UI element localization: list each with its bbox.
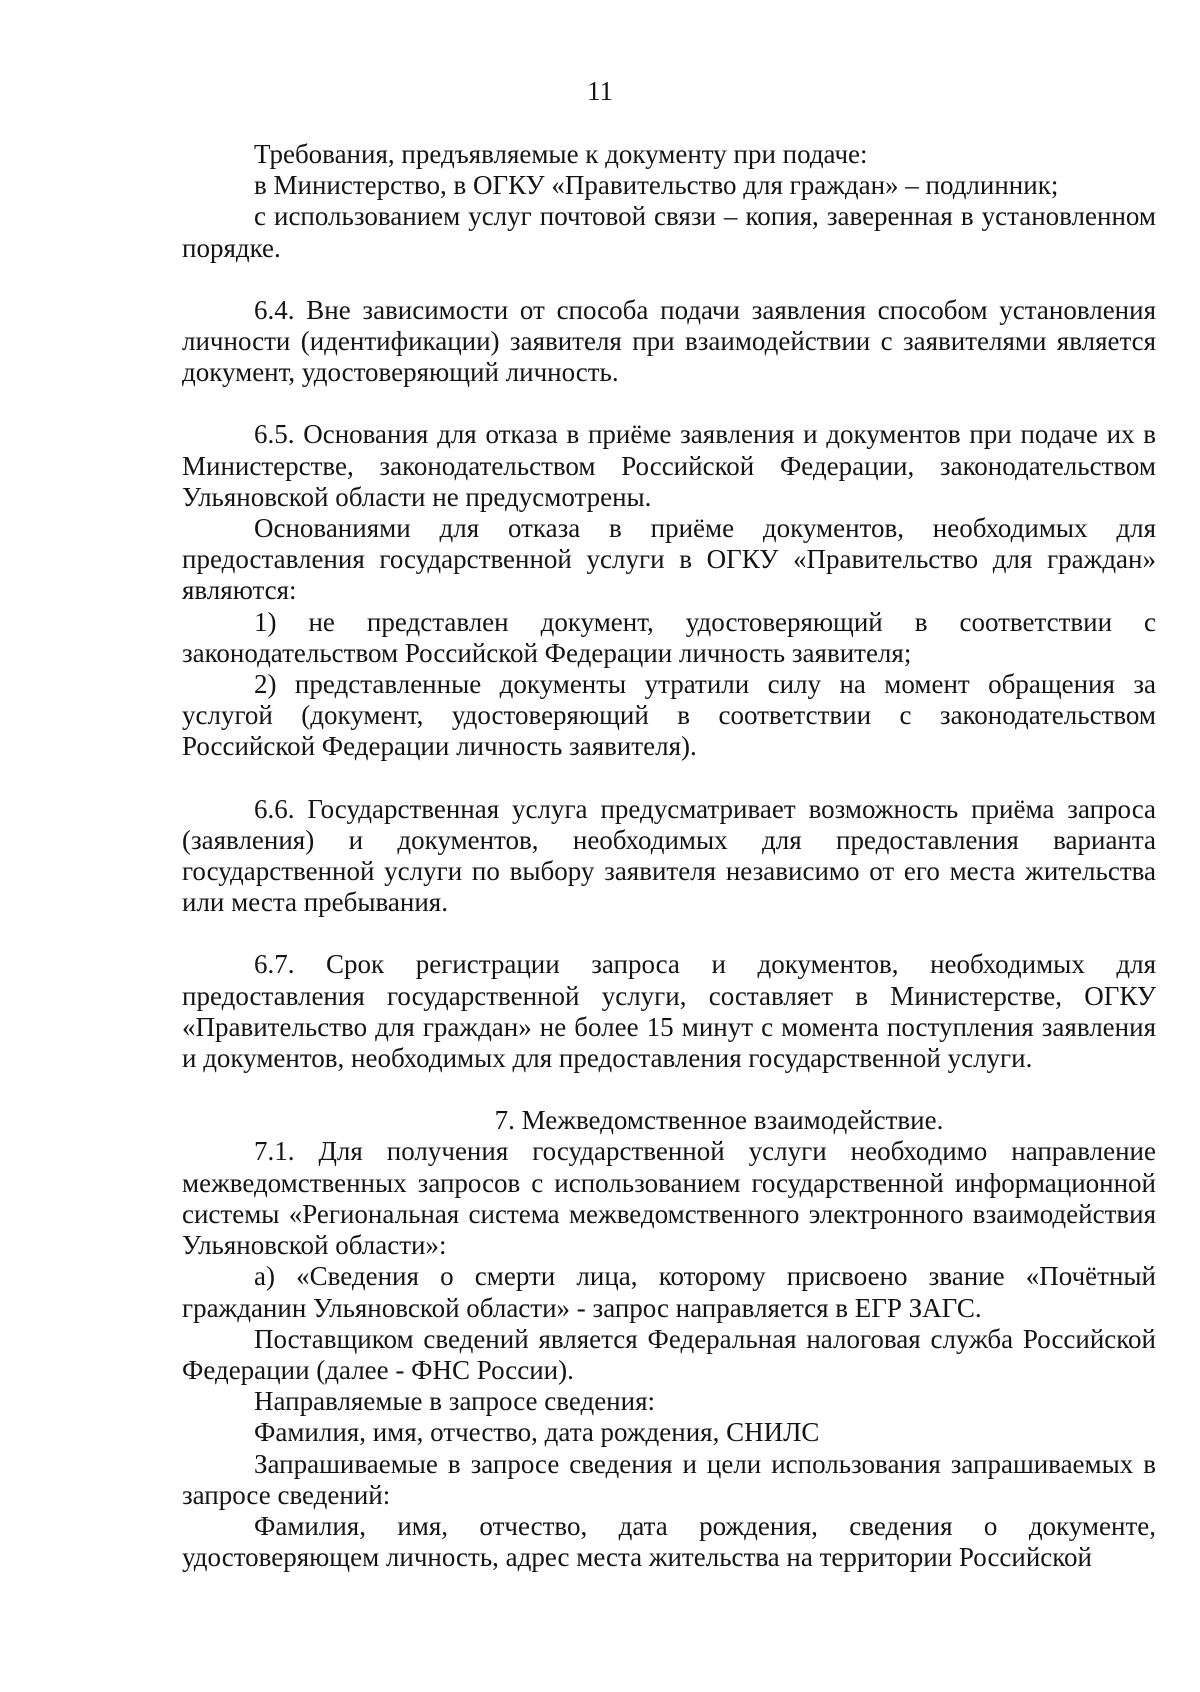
paragraph-ministry-original: в Министерство, в ОГКУ «Правительство для граждан» – подлинник; (254, 170, 1059, 201)
paragraph-requirements-intro: Требования, предъявляемые к документу при подаче: (254, 139, 868, 169)
paragraph-7-1: 7.1. Для получения государственной услуги необходимо направление межведомственных запросов с использованием государственной информационной системы «Региональная система межведомственного электронного взаимодействия Ульяновской области»: (182, 1136, 1156, 1261)
paragraph-sent-data: Фамилия, имя, отчество, дата рождения, СНИЛС (254, 1417, 820, 1448)
paragraph-refusal-grounds: Основаниями для отказа в приёме документов, необходимых для предоставления государственной услуги в ОГКУ «Правительство для граждан» являются: (182, 513, 1156, 606)
paragraph-6-7: 6.7. Срок регистрации запроса и документов, необходимых для предоставления государственной услуги, составляет в Министерстве, ОГКУ «Правительство для граждан» не более 15 минут с момента поступления заявления и документов, необходимых для предоставления государственной услуги. (182, 949, 1156, 1074)
list-item-2: 2) представленные документы утратили силу на момент обращения за услугой (документ, удостоверяющий в соответствии с законодательством Российской Федерации личность заявителя). (182, 669, 1156, 762)
document-body (182, 139, 1156, 1573)
list-item-1: 1) не представлен документ, удостоверяющий в соответствии с законодательством Российской Федерации личность заявителя; (182, 606, 1156, 668)
paragraph-provider: Поставщиком сведений является Федеральная налоговая служба Российской Федерации (далее - ФНС России). (182, 1323, 1156, 1385)
paragraph-requested-data-label: Запрашиваемые в запросе сведения и цели использования запрашиваемых в запросе сведений: (182, 1448, 1156, 1510)
paragraph-sent-data-label: Направляемые в запросе сведения: (254, 1386, 655, 1417)
paragraph-7-1-a: а) «Сведения о смерти лица, которому присвоено звание «Почётный гражданин Ульяновской области» - запрос направляется в ЕГР ЗАГС. (182, 1261, 1156, 1323)
paragraph-requested-data: Фамилия, имя, отчество, дата рождения, сведения о документе, удостоверяющем личность, адрес места жительства на территории Российской (182, 1510, 1156, 1573)
paragraph-6-5: 6.5. Основания для отказа в приёме заявления и документов при подаче их в Министерстве, законодательством Российской Федерации, законодательством Ульяновской области не предусмотрены. (182, 419, 1156, 512)
page-number: 11 (587, 76, 613, 106)
paragraph-6-6: 6.6. Государственная услуга предусматривает возможность приёма запроса (заявления) и документов, необходимых для предоставления варианта государственной услуги по выбору заявителя независимо от его места жительства или места пребывания. (182, 793, 1156, 918)
section-heading-7: 7. Межведомственное взаимодействие. (494, 1105, 944, 1136)
paragraph-postal-copy: с использованием услуг почтовой связи – копия, заверенная в установленном порядке. (182, 201, 1156, 263)
paragraph-6-4: 6.4. Вне зависимости от способа подачи заявления способом установления личности (идентификации) заявителя при взаимодействии с заявителями является документ, удостоверяющий личность. (182, 294, 1156, 388)
